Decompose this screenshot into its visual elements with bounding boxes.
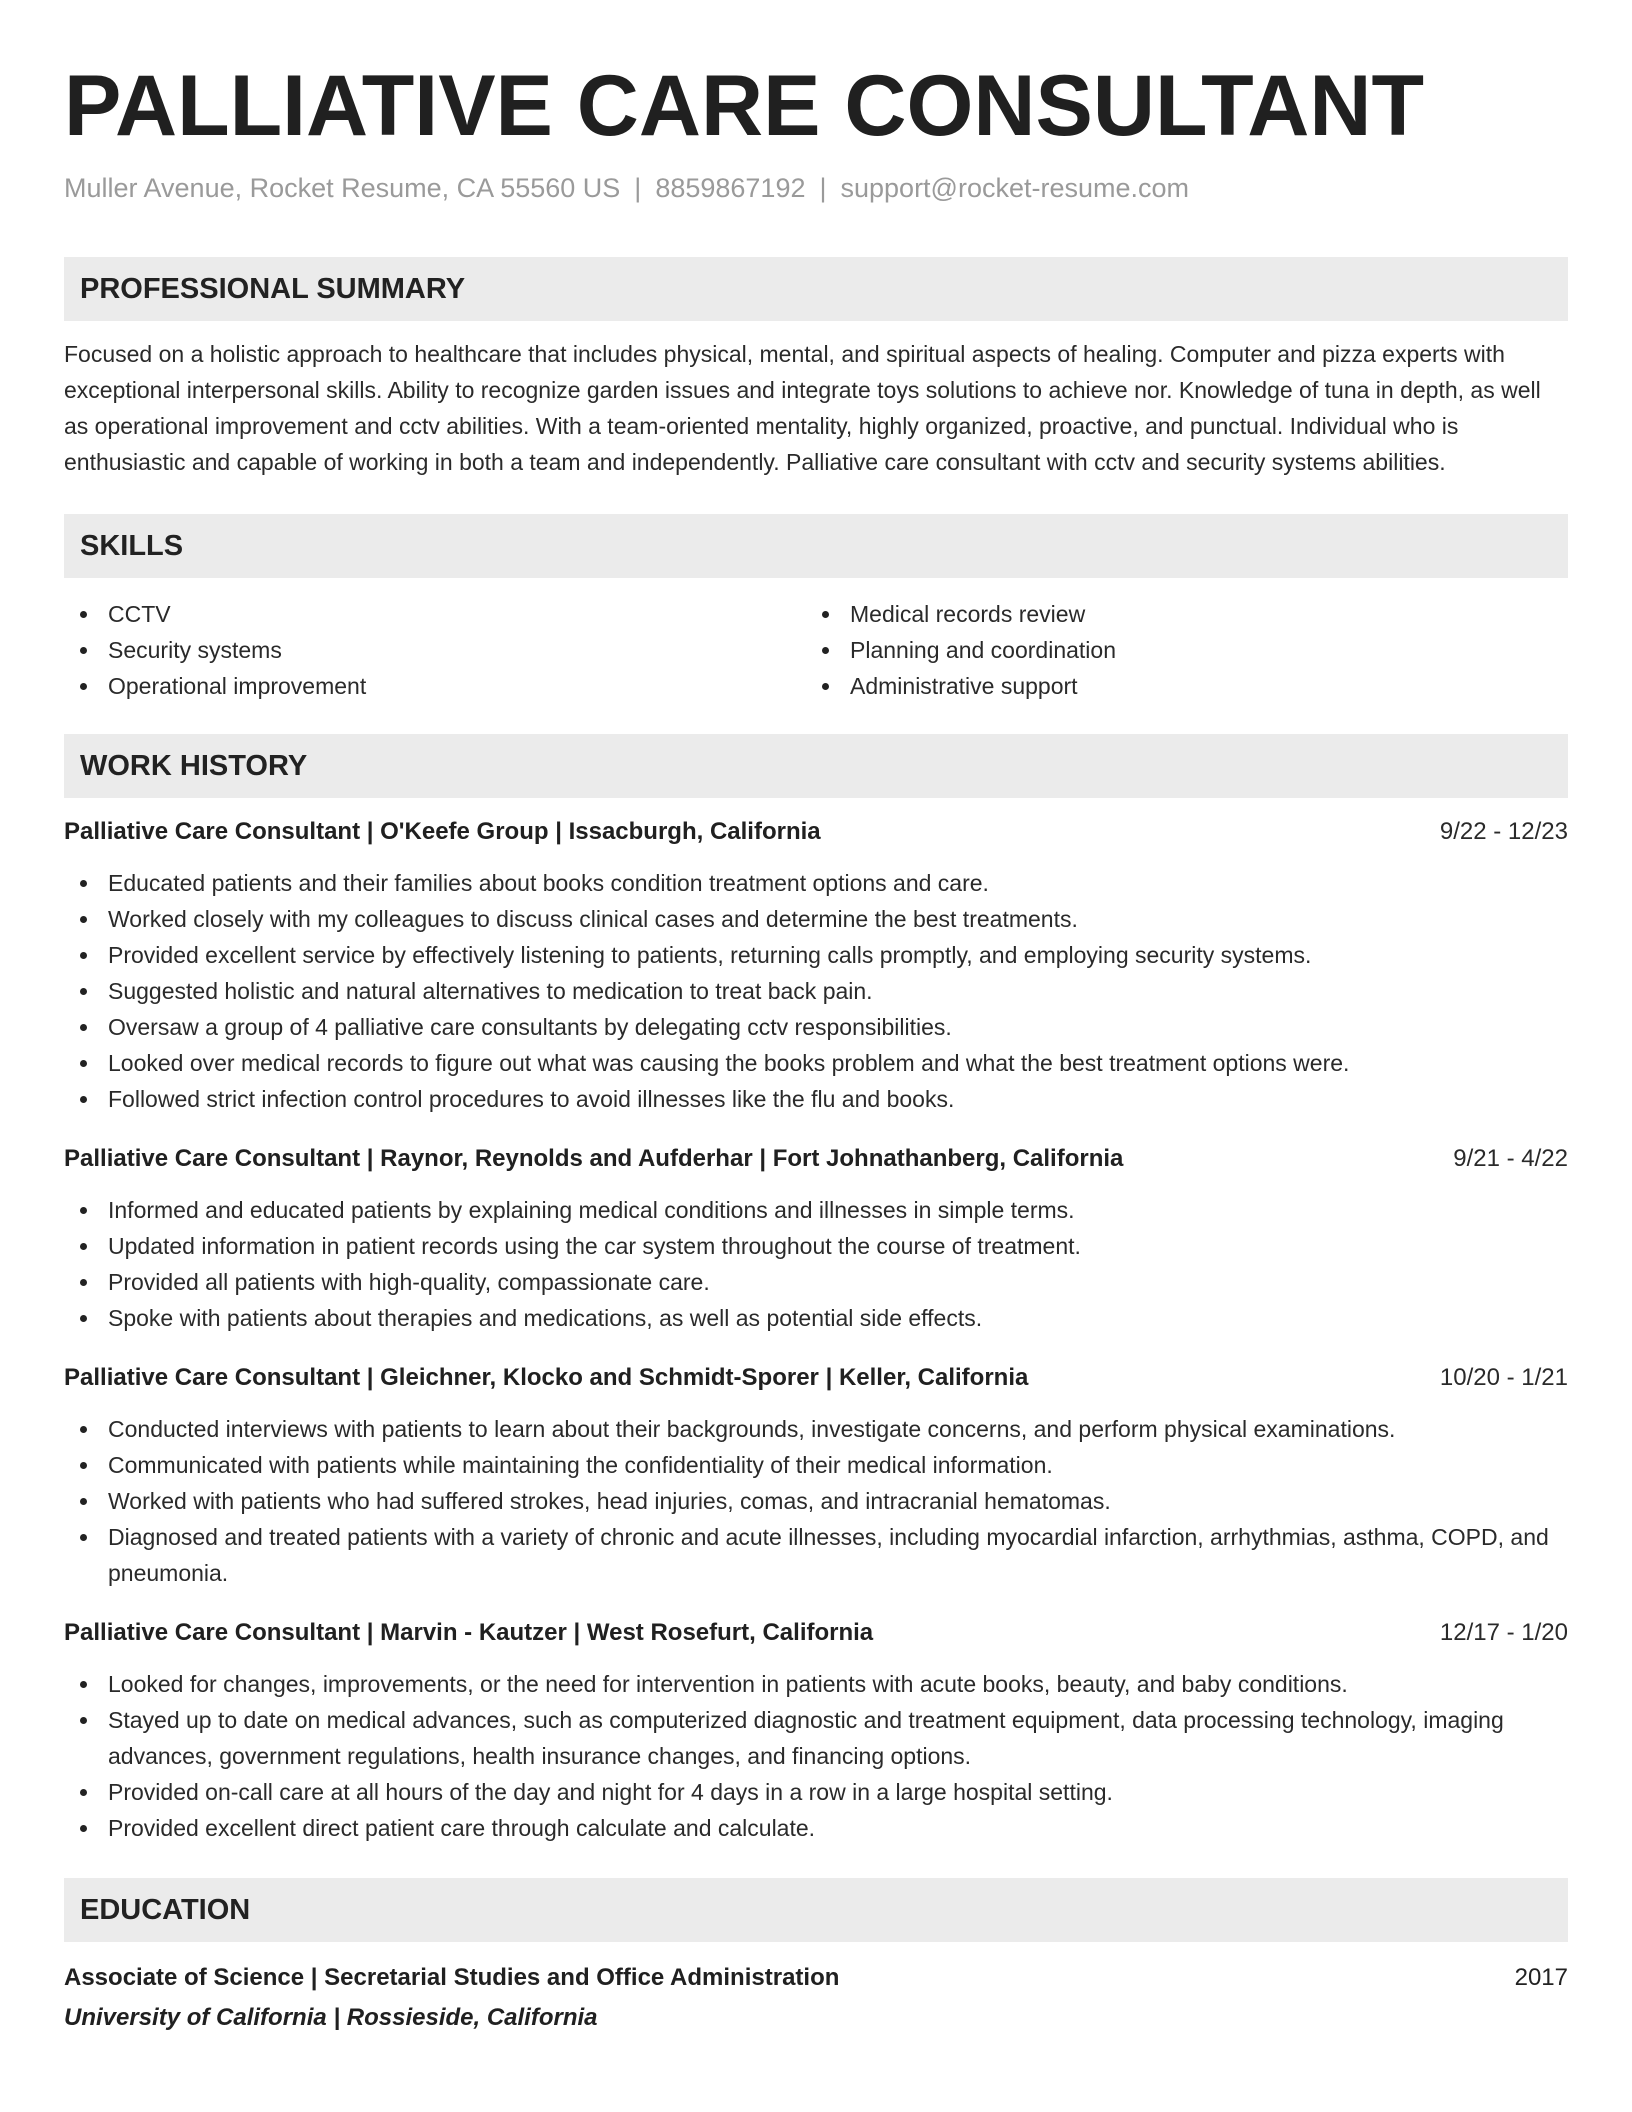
job-entry <box>64 816 1568 1117</box>
job-bullet: Looked over medical records to figure out what was causing the books problem and what the best treatment options were. <box>64 1045 1568 1081</box>
contact-line <box>64 170 1568 206</box>
job-bullet: Oversaw a group of 4 palliative care consultants by delegating cctv responsibilities. <box>64 1009 1568 1045</box>
job-bullet: Provided excellent direct patient care through calculate and calculate. <box>64 1810 1568 1846</box>
job-header <box>64 1617 1568 1649</box>
section-header-education: EDUCATION <box>64 1878 1568 1942</box>
education-school: University of California | Rossieside, California <box>64 2004 598 2031</box>
skill-item: Administrative support <box>806 668 1548 704</box>
job-title: Palliative Care Consultant | O'Keefe Group | Issacburgh, California <box>64 818 821 845</box>
skill-item: Planning and coordination <box>806 632 1548 668</box>
job-bullet: Informed and educated patients by explaining medical conditions and illnesses in simple terms. <box>64 1192 1568 1228</box>
education-entry <box>64 1960 1568 2036</box>
job-bullet: Stayed up to date on medical advances, such as computerized diagnostic and treatment equipment, data processing technology, imaging advances, government regulations, health insurance changes, and financing options. <box>64 1702 1568 1774</box>
job-bullet: Suggested holistic and natural alternatives to medication to treat back pain. <box>64 973 1568 1009</box>
skill-item: Medical records review <box>806 596 1548 632</box>
job-bullet: Updated information in patient records using the car system throughout the course of treatment. <box>64 1228 1568 1264</box>
job-bullet: Diagnosed and treated patients with a variety of chronic and acute illnesses, including myocardial infarction, arrhythmias, asthma, COPD, and pneumonia. <box>64 1519 1568 1591</box>
job-entry <box>64 1143 1568 1336</box>
job-title: Palliative Care Consultant | Gleichner, Klocko and Schmidt-Sporer | Keller, California <box>64 1364 1029 1391</box>
job-bullet: Provided on-call care at all hours of the day and night for 4 days in a row in a large hospital setting. <box>64 1774 1568 1810</box>
resume-name: PALLIATIVE CARE CONSULTANT <box>64 58 1425 154</box>
job-dates: 9/21 - 4/22 <box>1453 1145 1568 1172</box>
job-bullet: Looked for changes, improvements, or the need for intervention in patients with acute books, beauty, and baby conditions. <box>64 1666 1568 1702</box>
job-header <box>64 1362 1568 1394</box>
job-bullet: Provided excellent service by effectively listening to patients, returning calls promptly, and employing security systems. <box>64 937 1568 973</box>
contact-separator: | <box>819 173 827 203</box>
skills-grid <box>64 596 1568 704</box>
job-bullets <box>64 865 1568 1117</box>
skill-item: Security systems <box>64 632 806 668</box>
contact-separator: | <box>634 173 642 203</box>
education-degree: Associate of Science | Secretarial Studies and Office Administration <box>64 1964 840 1991</box>
job-bullet: Worked closely with my colleagues to discuss clinical cases and determine the best treatments. <box>64 901 1568 937</box>
skills-list-left <box>64 596 806 704</box>
skills-list-right <box>806 596 1548 704</box>
job-bullet: Worked with patients who had suffered strokes, head injuries, comas, and intracranial hematomas. <box>64 1483 1568 1519</box>
job-bullet: Followed strict infection control procedures to avoid illnesses like the flu and books. <box>64 1081 1568 1117</box>
job-bullets <box>64 1192 1568 1336</box>
job-entry <box>64 1362 1568 1591</box>
education-year: 2017 <box>1514 1964 1568 1991</box>
summary-text: Focused on a holistic approach to healthcare that includes physical, mental, and spiritual aspects of healing. Computer and pizza experts with exceptional interpersonal skills. Ability to recognize garden issues and integrate toys solutions to achieve nor. Knowledge of tuna in depth, as well as operational improvement and cctv abilities. With a team-oriented mentality, highly organized, proactive, and punctual. Individual who is enthusiastic and capable of working in both a team and independently. Palliative care consultant with cctv and security systems abilities. <box>64 341 1541 475</box>
job-bullet: Communicated with patients while maintaining the confidentiality of their medical information. <box>64 1447 1568 1483</box>
section-header-summary: PROFESSIONAL SUMMARY <box>64 257 1568 321</box>
job-bullet: Provided all patients with high-quality, compassionate care. <box>64 1264 1568 1300</box>
contact-email[interactable]: support@rocket-resume.com <box>840 173 1190 203</box>
job-dates: 9/22 - 12/23 <box>1439 818 1568 845</box>
skill-item: CCTV <box>64 596 806 632</box>
job-entry <box>64 1617 1568 1846</box>
job-header <box>64 816 1568 848</box>
job-title: Palliative Care Consultant | Marvin - Kautzer | West Rosefurt, California <box>64 1619 874 1646</box>
job-bullet: Educated patients and their families about books condition treatment options and care. <box>64 865 1568 901</box>
job-dates: 10/20 - 1/21 <box>1439 1364 1568 1391</box>
contact-phone: 8859867192 <box>655 173 806 203</box>
job-bullets <box>64 1411 1568 1591</box>
section-header-work-history: WORK HISTORY <box>64 734 1568 798</box>
section-header-skills: SKILLS <box>64 514 1568 578</box>
job-dates: 12/17 - 1/20 <box>1439 1619 1568 1646</box>
job-header <box>64 1143 1568 1175</box>
job-bullet: Conducted interviews with patients to learn about their backgrounds, investigate concerns, and perform physical examinations. <box>64 1411 1568 1447</box>
job-title: Palliative Care Consultant | Raynor, Reynolds and Aufderhar | Fort Johnathanberg, California <box>64 1145 1124 1172</box>
education-header <box>64 1960 1568 1996</box>
resume-page <box>64 56 1568 2036</box>
skill-item: Operational improvement <box>64 668 806 704</box>
contact-address: Muller Avenue, Rocket Resume, CA 55560 US <box>64 173 621 203</box>
job-bullets <box>64 1666 1568 1846</box>
job-bullet: Spoke with patients about therapies and medications, as well as potential side effects. <box>64 1300 1568 1336</box>
